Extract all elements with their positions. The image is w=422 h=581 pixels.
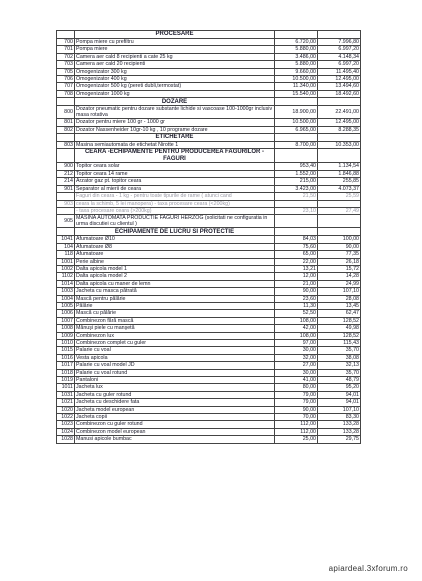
price-without-vat (275, 215, 318, 228)
table-row (57, 53, 361, 60)
price-with-vat (318, 215, 361, 228)
item-name: Jacheta cu guler rotund (75, 391, 275, 398)
item-name: Afumatoare Ø10 (75, 236, 275, 243)
item-name: Omogenizator 500 kg (pereti dubli,termostat) (75, 83, 275, 90)
item-name: Perie albine (75, 258, 275, 265)
price-with-vat: 128,52 (318, 332, 361, 339)
table-row (57, 119, 361, 126)
table-row (57, 193, 361, 200)
price-without-vat: 23,60 (275, 295, 318, 302)
section-spacer (275, 228, 318, 236)
section-header (57, 31, 361, 39)
item-code: 1003 (57, 288, 75, 295)
item-name: ceara la schimb, 5 lei manopera) - taxa procesare ceara (<200kg) (75, 200, 275, 207)
price-without-vat: 90,00 (275, 406, 318, 413)
item-code: 104 (57, 243, 75, 250)
table-row (57, 76, 361, 83)
table-row (57, 362, 361, 369)
item-name: - taxa procesare ceara (>200kg) (75, 207, 275, 214)
item-name: Omogenizator 300 kg (75, 68, 275, 75)
section-spacer (318, 31, 361, 39)
item-name: Camera aer cald 20 recipienti (75, 61, 275, 68)
table-row (57, 428, 361, 435)
table-row (57, 200, 361, 207)
section-header (57, 134, 361, 142)
section-title: CEARA -ECHIPAMENTE PENTRU PRODUCEREA FAGURILOR - FAGURI (75, 149, 275, 163)
price-without-vat: 1.552,00 (275, 170, 318, 177)
item-name: MASINA AUTOMATA PRODUCTIE FAGURI HERZOG (solicitati ne configuratia in urma discutiei cu clientul ) (75, 215, 275, 228)
site-caption: apiardeal.3xforum.ro (328, 564, 408, 573)
section-header (57, 228, 361, 236)
price-without-vat: 90,00 (275, 288, 318, 295)
table-row (57, 288, 361, 295)
price-table (56, 30, 361, 444)
item-code: 708 (57, 90, 75, 97)
table-row (57, 369, 361, 376)
item-code: 1005 (57, 302, 75, 309)
price-with-vat: 28,08 (318, 295, 361, 302)
table-row (57, 325, 361, 332)
table-row (57, 302, 361, 309)
item-code: 1014 (57, 280, 75, 287)
price-without-vat: 112,00 (275, 421, 318, 428)
item-name: Jacheta model european (75, 406, 275, 413)
price-with-vat: 35,70 (318, 347, 361, 354)
item-name: Topitor ceara 14 rame (75, 170, 275, 177)
table-row (57, 347, 361, 354)
item-code: 706 (57, 76, 75, 83)
item-code: 801 (57, 119, 75, 126)
price-without-vat: 15.540,00 (275, 90, 318, 97)
price-without-vat: 3.486,00 (275, 53, 318, 60)
section-title: ETICHETARE (75, 134, 275, 142)
item-code: 903 (57, 200, 75, 207)
price-with-vat: 25,59 (318, 193, 361, 200)
price-with-vat: 115,43 (318, 340, 361, 347)
item-name: Camera aer cald 8 recipienti a cate 25 kg (75, 53, 275, 60)
table-row (57, 46, 361, 53)
price-with-vat: 62,47 (318, 310, 361, 317)
table-row (57, 406, 361, 413)
item-code: 1102 (57, 273, 75, 280)
price-with-vat: 77,35 (318, 251, 361, 258)
price-with-vat: 12.495,00 (318, 76, 361, 83)
price-with-vat: 6.997,20 (318, 61, 361, 68)
item-name: Afumatoare (75, 251, 275, 258)
item-name: Pompa miere (75, 46, 275, 53)
table-row (57, 126, 361, 133)
item-name: Combinezon lux (75, 332, 275, 339)
item-code: 1007 (57, 317, 75, 324)
price-without-vat: 25,00 (275, 436, 318, 443)
table-row (57, 215, 361, 228)
item-code: 1002 (57, 265, 75, 272)
price-without-vat: 6.965,00 (275, 126, 318, 133)
item-name: Dozator pentru miere 100 gr - 1000 gr (75, 119, 275, 126)
item-name: Separator al mierii de ceara (75, 185, 275, 192)
table-row (57, 280, 361, 287)
item-name: Dozator pneumatic pentru dozare substante lichide si vascoase 100-1000gr inclusiv masa rotativa (75, 106, 275, 119)
table-row (57, 258, 361, 265)
table-row (57, 83, 361, 90)
price-without-vat: 52,50 (275, 310, 318, 317)
price-with-vat (318, 200, 361, 207)
item-name: Omogenizator 400 kg (75, 76, 275, 83)
item-code: 1015 (57, 347, 75, 354)
section-spacer (57, 149, 75, 163)
section-header (57, 98, 361, 106)
section-spacer (57, 228, 75, 236)
table-row (57, 185, 361, 192)
item-code (57, 207, 75, 214)
section-spacer (275, 134, 318, 142)
price-with-vat: 38,08 (318, 354, 361, 361)
item-code: 1041 (57, 236, 75, 243)
price-with-vat: 4.148,34 (318, 53, 361, 60)
price-with-vat: 13.494,60 (318, 83, 361, 90)
price-without-vat: 9.660,00 (275, 68, 318, 75)
item-code: 800 (57, 106, 75, 119)
section-spacer (318, 134, 361, 142)
item-code: 212 (57, 170, 75, 177)
price-without-vat: 18.900,00 (275, 106, 318, 119)
price-without-vat: 41,00 (275, 377, 318, 384)
item-code (57, 193, 75, 200)
section-spacer (275, 98, 318, 106)
price-without-vat: 5.880,00 (275, 61, 318, 68)
section-title: ECHIPAMENTE DE LUCRU SI PROTECTIE (75, 228, 275, 236)
price-with-vat: 10.353,00 (318, 142, 361, 149)
item-code: 1004 (57, 295, 75, 302)
section-header (57, 149, 361, 163)
price-without-vat: 215,00 (275, 178, 318, 185)
price-without-vat: 30,00 (275, 369, 318, 376)
item-name: Manusi apicole bumbac (75, 436, 275, 443)
price-without-vat: 112,00 (275, 428, 318, 435)
price-with-vat: 4.073,37 (318, 185, 361, 192)
price-without-vat (275, 200, 318, 207)
section-spacer (275, 31, 318, 39)
item-name: Combinezon complet cu guler (75, 340, 275, 347)
price-without-vat: 65,00 (275, 251, 318, 258)
table-row (57, 340, 361, 347)
table-row (57, 142, 361, 149)
price-without-vat: 5.880,00 (275, 46, 318, 53)
price-without-vat: 12,00 (275, 273, 318, 280)
price-without-vat: 23,10 (275, 207, 318, 214)
item-name: Jacheta cu deschidere fata (75, 399, 275, 406)
item-name: Mănuşi piele cu manşetă (75, 325, 275, 332)
item-code: 1001 (57, 258, 75, 265)
table-row (57, 265, 361, 272)
price-without-vat: 21,00 (275, 280, 318, 287)
item-name: Mască pentru pălărie (75, 295, 275, 302)
price-without-vat: 10.500,00 (275, 119, 318, 126)
price-without-vat: 79,00 (275, 399, 318, 406)
item-name: Pompa miere cu prefiltru (75, 39, 275, 46)
price-with-vat: 32,13 (318, 362, 361, 369)
price-with-vat: 83,30 (318, 414, 361, 421)
section-spacer (318, 228, 361, 236)
item-name: Dozator Nassenheider 10gr-10 kg , 10 programe dozare (75, 126, 275, 133)
item-code: 1011 (57, 384, 75, 391)
table-row (57, 399, 361, 406)
table-row (57, 391, 361, 398)
item-code: 700 (57, 39, 75, 46)
item-code: 1019 (57, 377, 75, 384)
price-with-vat: 11.495,40 (318, 68, 361, 75)
price-without-vat: 21,50 (275, 193, 318, 200)
price-with-vat: 6.997,20 (318, 46, 361, 53)
price-with-vat: 24,99 (318, 280, 361, 287)
item-name: Afumatoare Ø8 (75, 243, 275, 250)
item-name: Arzator gaz pt. topitor ceara (75, 178, 275, 185)
table-row (57, 384, 361, 391)
item-name: Jacheta cu masca pătrată (75, 288, 275, 295)
price-without-vat: 11,30 (275, 302, 318, 309)
item-name: Palarie cu voal rotund (75, 369, 275, 376)
item-code: 705 (57, 68, 75, 75)
price-with-vat: 15,72 (318, 265, 361, 272)
table-row (57, 317, 361, 324)
item-name: Combinezon cu guler rotund (75, 421, 275, 428)
price-without-vat: 79,00 (275, 391, 318, 398)
item-code: 701 (57, 46, 75, 53)
price-with-vat: 95,20 (318, 384, 361, 391)
item-code: 1009 (57, 332, 75, 339)
table-row (57, 61, 361, 68)
item-code: 707 (57, 83, 75, 90)
table-row (57, 236, 361, 243)
price-without-vat: 84,03 (275, 236, 318, 243)
price-without-vat: 42,00 (275, 325, 318, 332)
table-row (57, 207, 361, 214)
item-name: Jacheta lux (75, 384, 275, 391)
price-with-vat: 100,00 (318, 236, 361, 243)
price-without-vat: 108,00 (275, 332, 318, 339)
section-spacer (318, 98, 361, 106)
price-without-vat: 30,00 (275, 347, 318, 354)
price-with-vat: 8.288,35 (318, 126, 361, 133)
price-without-vat: 13,21 (275, 265, 318, 272)
price-without-vat: 75,60 (275, 243, 318, 250)
item-code: 1020 (57, 406, 75, 413)
price-without-vat: 22,00 (275, 258, 318, 265)
table-row (57, 163, 361, 170)
section-spacer (318, 149, 361, 163)
price-with-vat: 29,75 (318, 436, 361, 443)
price-with-vat: 13,45 (318, 302, 361, 309)
item-name: Palarie cu voal model JD (75, 362, 275, 369)
item-name: Omogenizator 1000 kg (75, 90, 275, 97)
price-with-vat: 7.996,80 (318, 39, 361, 46)
table-row (57, 354, 361, 361)
item-code: 901 (57, 185, 75, 192)
price-with-vat: 27,49 (318, 207, 361, 214)
item-code: 1023 (57, 421, 75, 428)
price-without-vat: 32,00 (275, 354, 318, 361)
price-with-vat: 133,28 (318, 421, 361, 428)
table-row (57, 243, 361, 250)
item-name: Topitor ceara solar (75, 163, 275, 170)
item-code: 802 (57, 126, 75, 133)
item-name: Palarie cu voal (75, 347, 275, 354)
item-code: 1017 (57, 362, 75, 369)
table-row (57, 377, 361, 384)
table-row (57, 414, 361, 421)
item-name: Dalta apicola model 2 (75, 273, 275, 280)
table-row (57, 68, 361, 75)
item-code: 905 (57, 215, 75, 228)
item-code: 702 (57, 53, 75, 60)
table-row (57, 273, 361, 280)
item-code: 118 (57, 251, 75, 258)
price-with-vat: 94,01 (318, 399, 361, 406)
item-name: Pantaloni (75, 377, 275, 384)
price-with-vat: 26,18 (318, 258, 361, 265)
price-without-vat: 27,00 (275, 362, 318, 369)
section-spacer (57, 134, 75, 142)
price-without-vat: 6.720,00 (275, 39, 318, 46)
item-code: 803 (57, 142, 75, 149)
price-with-vat: 12.495,00 (318, 119, 361, 126)
table-row (57, 106, 361, 119)
price-with-vat: 133,28 (318, 428, 361, 435)
item-name: Combinezon fără mască (75, 317, 275, 324)
price-without-vat: 80,00 (275, 384, 318, 391)
item-code: 1016 (57, 354, 75, 361)
price-with-vat: 94,01 (318, 391, 361, 398)
price-with-vat: 22.491,00 (318, 106, 361, 119)
item-code: 214 (57, 178, 75, 185)
price-without-vat: 3.423,00 (275, 185, 318, 192)
section-spacer (57, 31, 75, 39)
item-code: 1024 (57, 428, 75, 435)
price-table-body (57, 31, 361, 444)
item-name: Pălărie (75, 302, 275, 309)
table-row (57, 39, 361, 46)
price-with-vat: 1.846,88 (318, 170, 361, 177)
price-with-vat: 14,28 (318, 273, 361, 280)
item-code: 1008 (57, 325, 75, 332)
price-without-vat: 97,00 (275, 340, 318, 347)
table-row (57, 310, 361, 317)
price-without-vat: 953,40 (275, 163, 318, 170)
item-name: Faguri din ceara - 1 kg - pentru toate tipurile de rame ( atunci cand (75, 193, 275, 200)
price-with-vat: 35,70 (318, 369, 361, 376)
section-spacer (275, 149, 318, 163)
item-code: 1022 (57, 414, 75, 421)
price-without-vat: 11.340,00 (275, 83, 318, 90)
item-code: 900 (57, 163, 75, 170)
item-code: 1021 (57, 399, 75, 406)
item-name: Jacheta copii (75, 414, 275, 421)
price-with-vat: 49,98 (318, 325, 361, 332)
item-name: Masina semiautomata de etichetat Nirotte 1 (75, 142, 275, 149)
table-row (57, 421, 361, 428)
table-row (57, 170, 361, 177)
table-row (57, 436, 361, 443)
price-with-vat: 255,85 (318, 178, 361, 185)
item-code: 1018 (57, 369, 75, 376)
price-with-vat: 107,10 (318, 406, 361, 413)
price-without-vat: 70,00 (275, 414, 318, 421)
item-name: Dalta apicola cu maner de lemn (75, 280, 275, 287)
price-without-vat: 10.500,00 (275, 76, 318, 83)
item-code: 1031 (57, 391, 75, 398)
item-code: 1006 (57, 310, 75, 317)
price-with-vat: 90,00 (318, 243, 361, 250)
price-with-vat: 1.134,54 (318, 163, 361, 170)
table-row (57, 295, 361, 302)
item-name: Vesta apicola (75, 354, 275, 361)
section-title: PROCESARE (75, 31, 275, 39)
section-spacer (57, 98, 75, 106)
price-without-vat: 8.700,00 (275, 142, 318, 149)
item-name: Mască cu pălărie (75, 310, 275, 317)
price-with-vat: 128,52 (318, 317, 361, 324)
table-row (57, 90, 361, 97)
table-row (57, 332, 361, 339)
item-name: Dalta apicola model 1 (75, 265, 275, 272)
table-row (57, 178, 361, 185)
table-row (57, 251, 361, 258)
price-list-sheet (56, 30, 360, 550)
section-title: DOZARE (75, 98, 275, 106)
item-code: 1028 (57, 436, 75, 443)
item-code: 1010 (57, 340, 75, 347)
price-with-vat: 18.492,60 (318, 90, 361, 97)
item-name: Combinezon model european (75, 428, 275, 435)
price-with-vat: 107,10 (318, 288, 361, 295)
price-with-vat: 48,79 (318, 377, 361, 384)
price-without-vat: 108,00 (275, 317, 318, 324)
item-code: 703 (57, 61, 75, 68)
